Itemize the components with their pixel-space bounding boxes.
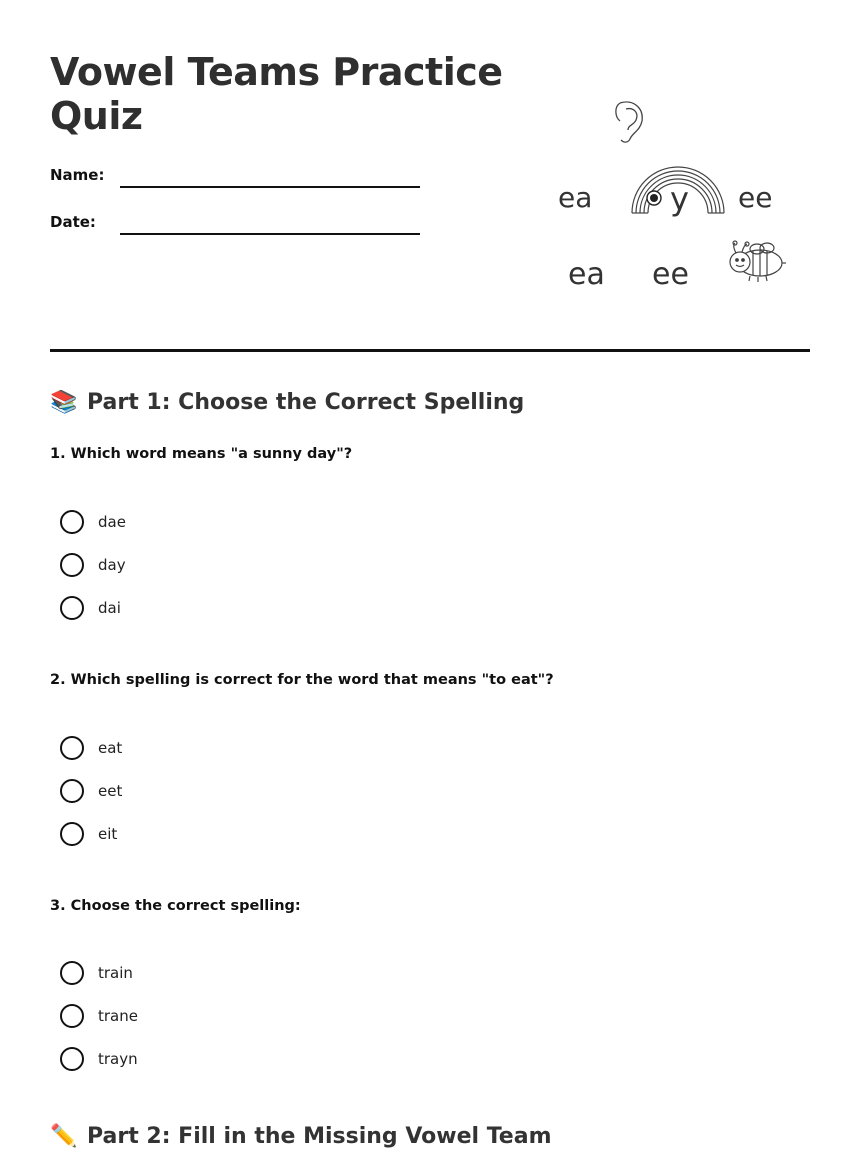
option-label: dae <box>98 513 126 531</box>
option-label: eet <box>98 782 123 800</box>
page-title: Vowel Teams Practice Quiz <box>50 50 503 138</box>
section-divider <box>50 349 810 352</box>
part2-heading <box>50 1124 552 1149</box>
question-1: 1. Which word means "a sunny day"? <box>50 446 353 462</box>
ear-icon <box>616 102 642 142</box>
pencil-icon: ✏️ <box>50 1124 78 1149</box>
radio-button[interactable] <box>60 596 84 620</box>
option-q2-b[interactable] <box>60 779 122 803</box>
option-q3-c[interactable] <box>60 1047 138 1071</box>
radio-button[interactable] <box>60 822 84 846</box>
option-label: eit <box>98 825 118 843</box>
option-label: train <box>98 964 133 982</box>
vowel-teams-clipart <box>550 95 800 295</box>
letter-y: y <box>670 180 689 218</box>
option-label: eat <box>98 739 123 757</box>
letters-ea-1: ea <box>558 181 593 214</box>
option-label: trayn <box>98 1050 138 1068</box>
books-icon: 📚 <box>50 390 78 415</box>
radio-button[interactable] <box>60 779 84 803</box>
option-q1-b[interactable] <box>60 553 126 577</box>
date-field[interactable] <box>120 233 420 235</box>
letters-ee-1: ee <box>738 181 773 214</box>
option-q2-a[interactable] <box>60 736 122 760</box>
part1-heading <box>50 390 524 415</box>
radio-button[interactable] <box>60 553 84 577</box>
letters-ee-2: ee <box>652 257 689 292</box>
option-q2-c[interactable] <box>60 822 117 846</box>
option-label: day <box>98 556 126 574</box>
letters-ea-2: ea <box>568 257 605 292</box>
question-2: 2. Which spelling is correct for the word that means "to eat"? <box>50 672 554 688</box>
vowel-teams-illustration <box>550 95 800 295</box>
bee-icon <box>730 241 786 282</box>
option-q1-c[interactable] <box>60 596 121 620</box>
radio-button[interactable] <box>60 510 84 534</box>
option-q3-b[interactable] <box>60 1004 138 1028</box>
date-label: Date: <box>50 213 96 231</box>
option-label: trane <box>98 1007 138 1025</box>
radio-button[interactable] <box>60 1004 84 1028</box>
question-3: 3. Choose the correct spelling: <box>50 898 301 914</box>
name-label: Name: <box>50 166 105 184</box>
name-field[interactable] <box>120 186 420 188</box>
option-label: dai <box>98 599 121 617</box>
radio-button[interactable] <box>60 961 84 985</box>
option-q3-a[interactable] <box>60 961 133 985</box>
radio-button[interactable] <box>60 1047 84 1071</box>
radio-button[interactable] <box>60 736 84 760</box>
part2-title: Part 2: Fill in the Missing Vowel Team <box>87 1124 552 1149</box>
option-q1-a[interactable] <box>60 510 126 534</box>
part1-title: Part 1: Choose the Correct Spelling <box>87 390 525 415</box>
